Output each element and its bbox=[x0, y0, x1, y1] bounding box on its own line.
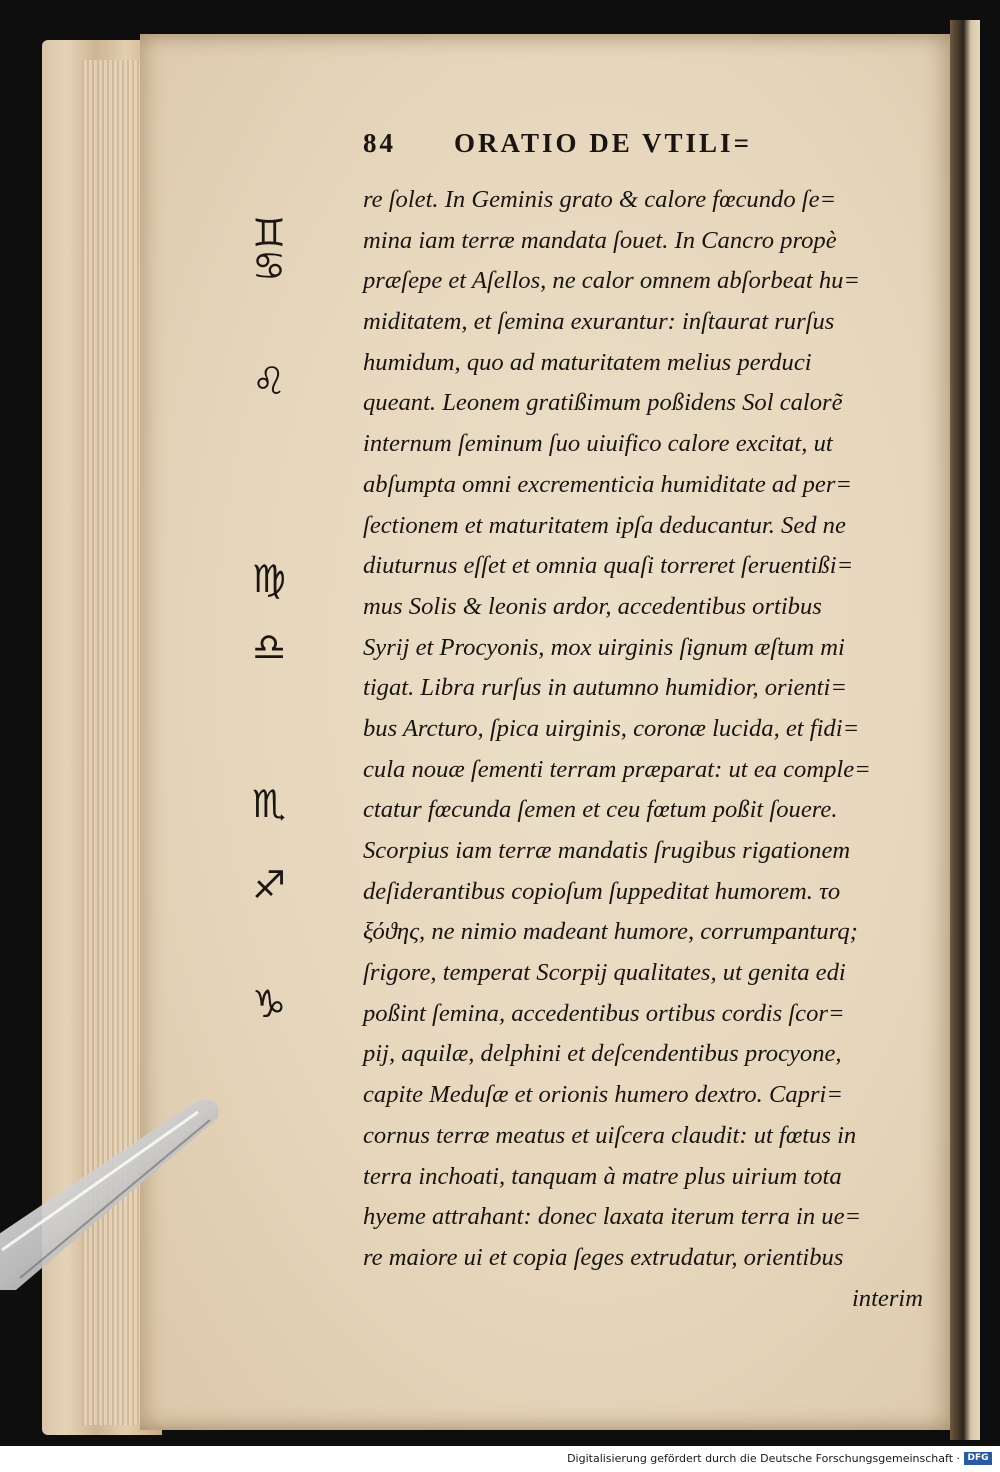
text-line: cornus terræ meatus et uiſcera claudit: ut fœtus in bbox=[363, 1121, 857, 1149]
text-line: internum ſeminum ſuo uiuifico calore excitat, ut bbox=[363, 430, 833, 458]
text-line: miditatem, et ſemina exurantur: inſtaurat rurſus bbox=[363, 308, 835, 336]
dfg-logo: DFG bbox=[964, 1452, 992, 1465]
capricorn-sign-icon: ♑ bbox=[251, 982, 287, 1026]
text-line: mina iam terræ mandata ſouet. In Cancro propè bbox=[363, 226, 837, 254]
stylus-pointer-icon bbox=[0, 1090, 250, 1290]
text-line: ſectionem et maturitatem ipſa deducantur. Sed ne bbox=[363, 511, 846, 539]
page-number: 84 bbox=[363, 128, 396, 158]
leo-sign-icon: ♌ bbox=[251, 359, 287, 403]
text-line: Scorpius iam terræ mandatis ſrugibus rigationem bbox=[363, 837, 851, 864]
sagittarius-sign-icon: ♐ bbox=[251, 863, 287, 907]
text-line: præſepe et Aſellos, ne calor omnem abſorbeat hu= bbox=[363, 267, 861, 295]
funding-credit: Digitalisierung gefördert durch die Deutsche Forschungsgemeinschaft · bbox=[567, 1452, 960, 1465]
text-line: interim bbox=[851, 1284, 923, 1312]
text-line: bus Arcturo, ſpica uirginis, coronæ lucida, et fidi= bbox=[363, 714, 860, 742]
text-line: re maiore ui et copia ſeges extrudatur, orientibus bbox=[363, 1243, 844, 1271]
running-head bbox=[363, 128, 923, 159]
running-title: ORATIO DE VTILI= bbox=[454, 128, 752, 158]
virgo-sign-icon: ♍ bbox=[251, 557, 287, 601]
scorpio-sign-icon: ♏ bbox=[251, 782, 287, 826]
book-gutter bbox=[950, 20, 980, 1440]
text-line: queant. Leonem gratißimum poßidens Sol calorẽ bbox=[363, 389, 843, 417]
text-line: humidum, quo ad maturitatem melius perduci bbox=[363, 348, 812, 376]
text-line: tigat. Libra rurſus in autumno humidior, orienti= bbox=[363, 674, 847, 702]
text-line: deſiderantibus copioſum ſuppeditat humorem. το bbox=[363, 877, 841, 905]
text-line: hyeme attrahant: donec laxata iterum terra in ue= bbox=[363, 1203, 862, 1231]
text-line: ctatur fœcunda ſemen et ceu fœtum poßit ſouere. bbox=[363, 796, 838, 824]
text-line: pij, aquilæ, delphini et deſcendentibus procyone, bbox=[363, 1040, 842, 1068]
text-line: ſrigore, temperat Scorpij qualitates, ut genita edi bbox=[363, 959, 846, 987]
text-line: diuturnus eſſet et omnia quaſi torreret ſeruentißi= bbox=[363, 552, 854, 580]
body-text bbox=[363, 180, 923, 1319]
text-line: mus Solis & leonis ardor, accedentibus ortibus bbox=[363, 592, 822, 620]
gemini-sign-icon: ♊ bbox=[251, 211, 287, 255]
cancer-sign-icon: ♋ bbox=[251, 244, 287, 288]
text-line: abſumpta omni excrementicia humiditate ad per= bbox=[363, 470, 853, 498]
text-line: ξόϑης, ne nimio madeant humore, corrumpanturq; bbox=[363, 918, 858, 946]
text-line: Syrij et Procyonis, mox uirginis ſignum æſtum mi bbox=[363, 633, 845, 661]
text-line: re ſolet. In Geminis grato & calore fœcundo ſe= bbox=[363, 186, 837, 213]
libra-sign-icon: ♎ bbox=[251, 625, 287, 669]
text-line: cula nouæ ſementi terram præparat: ut ea comple= bbox=[363, 755, 871, 783]
text-line: poßint ſemina, accedentibus ortibus cordis ſcor= bbox=[363, 999, 845, 1027]
footer-bar bbox=[0, 1446, 1000, 1472]
text-line: capite Meduſæ et orionis humero dextro. Capri= bbox=[363, 1081, 843, 1109]
text-line: terra inchoati, tanquam à matre plus uirium tota bbox=[363, 1162, 842, 1190]
